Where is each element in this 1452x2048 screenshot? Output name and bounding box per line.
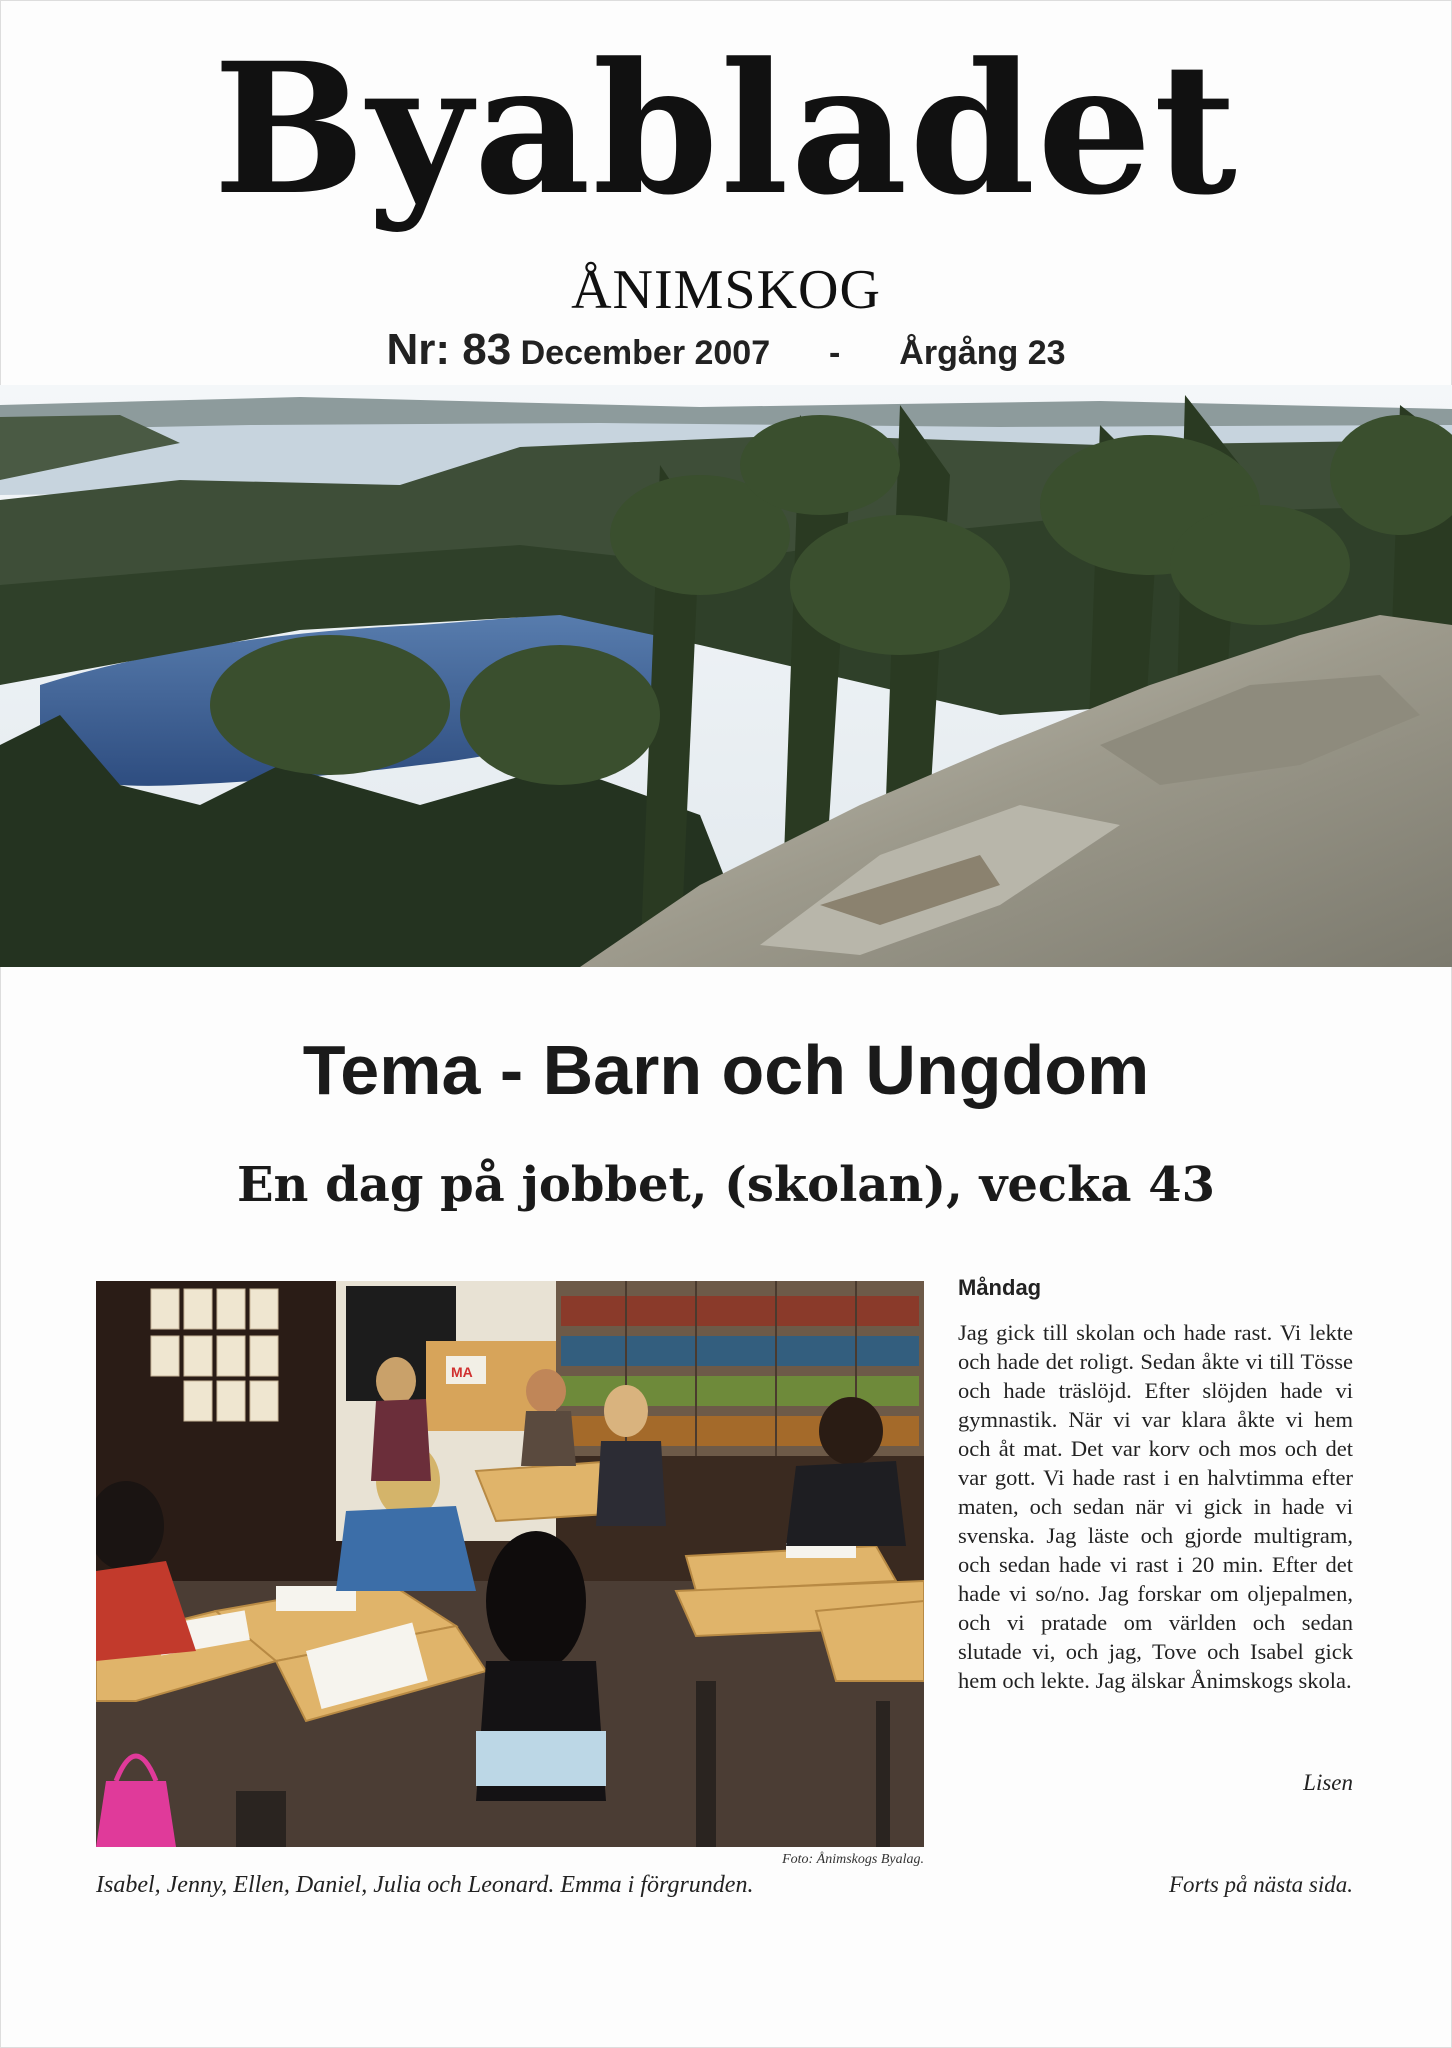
issue-volume: Årgång 23 bbox=[899, 334, 1066, 372]
theme-title: Tema - Barn och Ungdom bbox=[302, 1031, 1150, 1109]
newspaper-title: Byabladet bbox=[213, 24, 1239, 235]
day-heading: Måndag bbox=[958, 1275, 1042, 1300]
article-body: Jag gick till skolan och hade rast. Vi lekte och hade det roligt. Sedan åkte vi till Tösse och hade träslöjd. Efter slöjden hade vi gymnastik. När vi var klara åkte vi hem och åt mat. Det var korv och mos och det var gott. Vi hade rast i en halvtimma efter maten, och sedan när vi gick in hade vi svenska. Jag läste och gjorde multigram, och sedan hade vi rast i 20 min. Efter det hade vi so/no. Jag forskar om oljepalmen, och vi pratade om världen och sedan slutade vi, och jag, Tove och Isabel gick hem och lekte. Jag älskar Ånimskogs skola. bbox=[958, 1320, 1353, 1693]
issue-line bbox=[0, 325, 1452, 375]
newspaper-subtitle: ÅNIMSKOG bbox=[571, 259, 881, 321]
classroom-photo bbox=[96, 1281, 924, 1847]
article-title: En dag på jobbet, (skolan), vecka 43 bbox=[236, 1157, 1216, 1213]
poster-text: MA bbox=[451, 1364, 473, 1380]
masthead bbox=[0, 0, 1452, 385]
issue-date: December 2007 bbox=[520, 334, 771, 372]
continued-note: Forts på nästa sida. bbox=[1168, 1872, 1353, 1897]
issue-number: Nr: 83 bbox=[386, 325, 512, 374]
photo-caption: Isabel, Jenny, Ellen, Daniel, Julia och Leonard. Emma i förgrunden. bbox=[96, 1872, 754, 1898]
article-author: Lisen bbox=[1303, 1770, 1353, 1795]
photo-credit: Foto: Ånimskogs Byalag. bbox=[782, 1852, 924, 1867]
issue-separator: - bbox=[829, 334, 841, 372]
cover-landscape-photo bbox=[0, 385, 1452, 967]
